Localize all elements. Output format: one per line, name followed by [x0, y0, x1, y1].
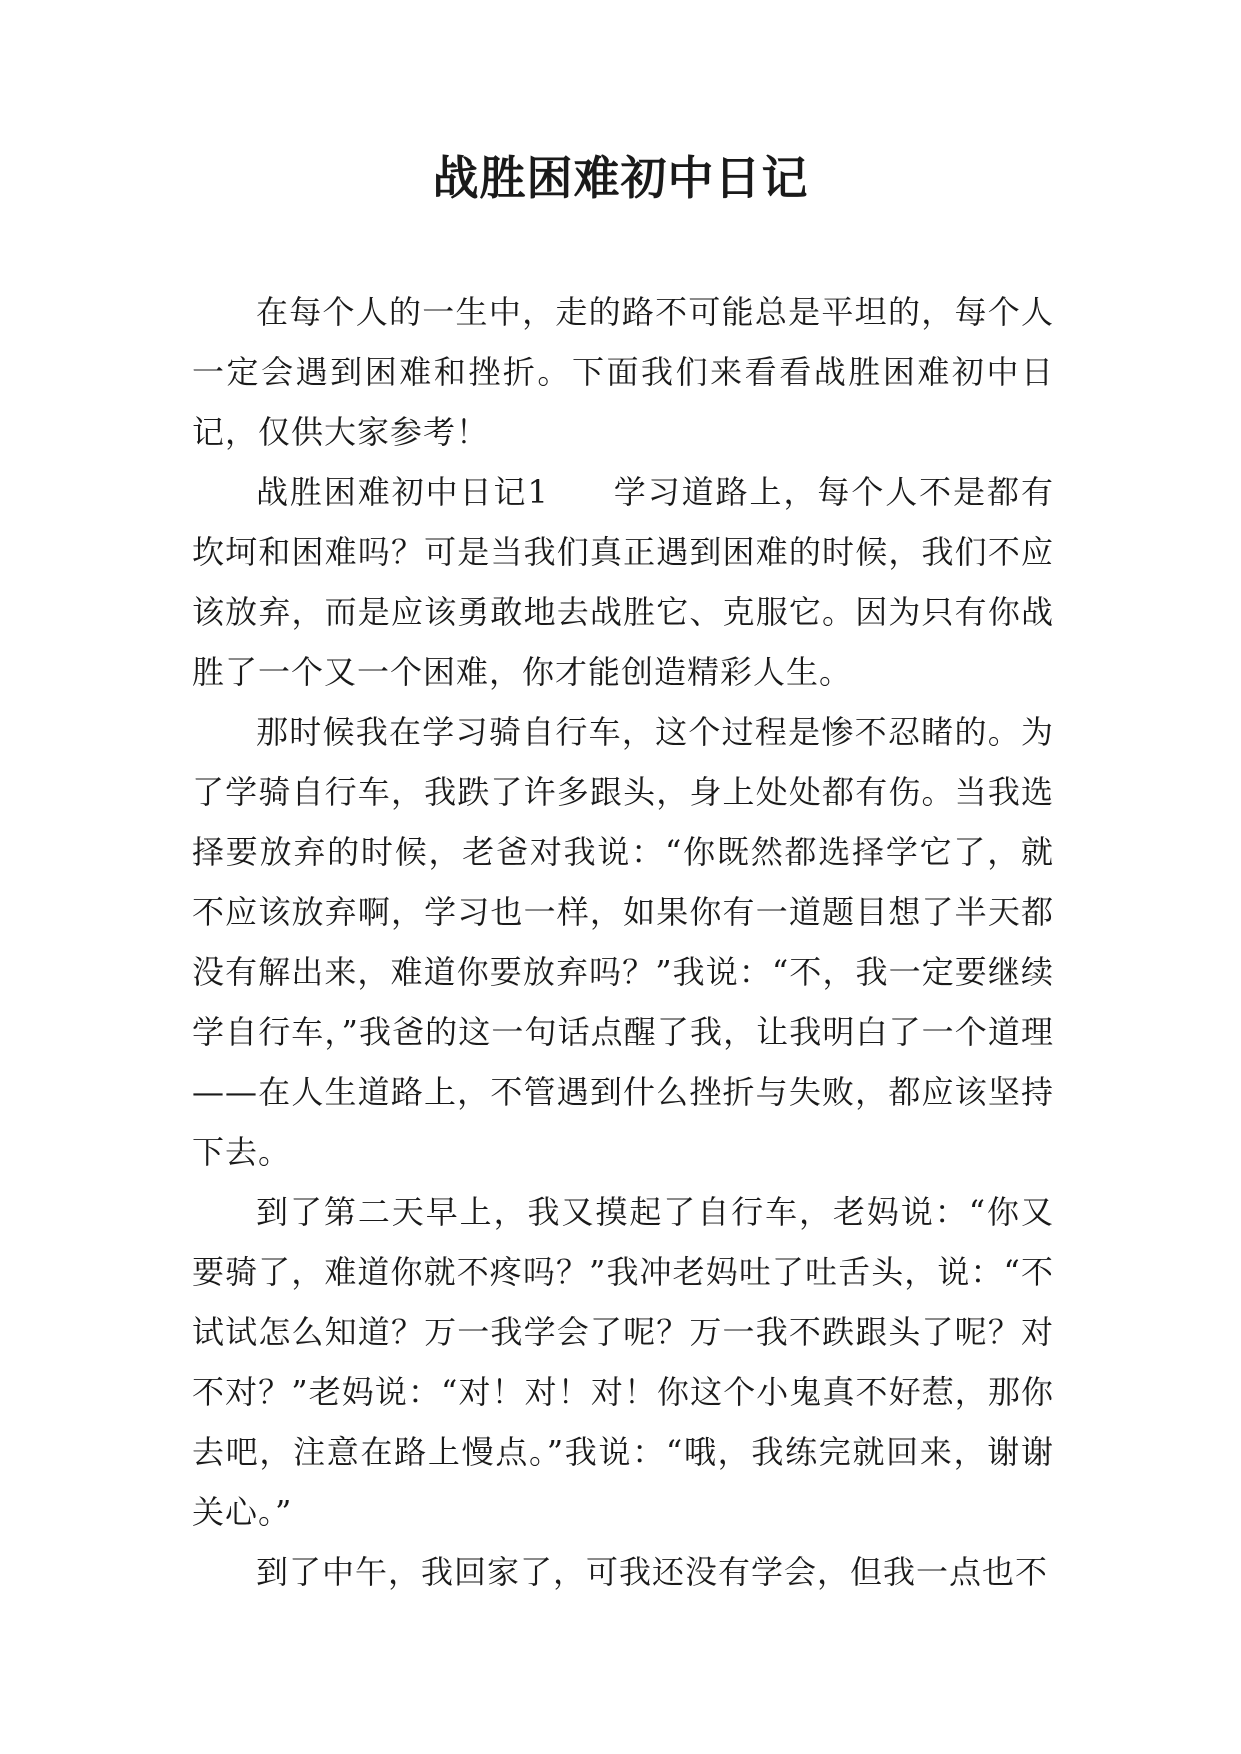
- document-title: 战胜困难初中日记: [432, 151, 809, 205]
- entry-paragraph: [192, 462, 1054, 702]
- document-body: [192, 282, 1054, 1602]
- body-paragraph: 到了第二天早上，我又摸起了自行车，老妈说：“你又要骑了，难道你就不疼吗？”我冲老妈吐了吐舌头，说：“不试试怎么知道？万一我学会了呢？万一我不跌跟头了呢？对不对？”老妈说：“对！对！对！你这个小鬼真不好惹，那你去吧，注意在路上慢点。”我说：“哦，我练完就回来，谢谢关心。”: [192, 1193, 1054, 1531]
- body-paragraph: 到了中午，我回家了，可我还没有学会，但我一点也不: [256, 1553, 1049, 1591]
- entry-label: 战胜困难初中日记1: [256, 473, 549, 511]
- intro-paragraph: 在每个人的一生中，走的路不可能总是平坦的，每个人一定会遇到困难和挫折。下面我们来看看战胜困难初中日记，仅供大家参考！: [192, 293, 1054, 451]
- entry-text: 学习道路上，每个人不是都有坎坷和困难吗？可是当我们真正遇到困难的时候，我们不应该放弃，而是应该勇敢地去战胜它、克服它。因为只有你战胜了一个又一个困难，你才能创造精彩人生。: [192, 473, 1054, 691]
- body-paragraph: 那时候我在学习骑自行车，这个过程是惨不忍睹的。为了学骑自行车，我跌了许多跟头，身上处处都有伤。当我选择要放弃的时候，老爸对我说：“你既然都选择学它了，就不应该放弃啊，学习也一样，如果你有一道题目想了半天都没有解出来，难道你要放弃吗？”我说：“不，我一定要继续学自行车，”我爸的这一句话点醒了我，让我明白了一个道理——在人生道路上，不管遇到什么挫折与失败，都应该坚持下去。: [192, 713, 1054, 1171]
